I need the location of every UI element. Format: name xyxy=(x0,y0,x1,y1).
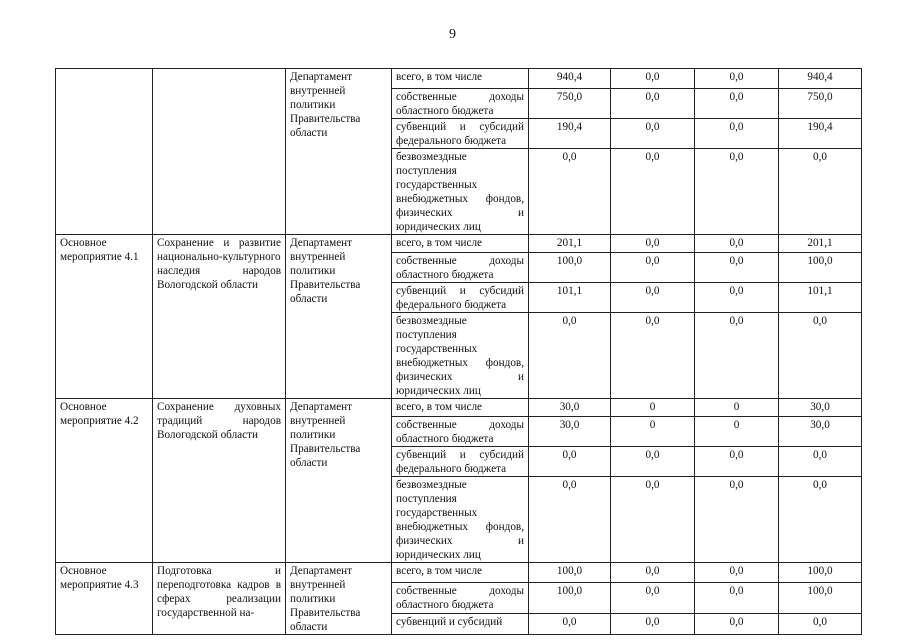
amount-cell: 0,0 xyxy=(611,313,695,399)
amount-cell: 100,0 xyxy=(529,253,611,283)
amount-cell: 0,0 xyxy=(695,313,779,399)
funding-source-cell: субвенций и субсидий федерального бюджета xyxy=(392,119,529,149)
amount-cell: 940,4 xyxy=(529,69,611,89)
amount-cell: 30,0 xyxy=(529,399,611,417)
amount-cell: 0 xyxy=(611,399,695,417)
amount-cell: 0,0 xyxy=(695,614,779,635)
event-name-cell: Подготовка и переподготовка кадров в сферах реализации государственной на- xyxy=(153,563,286,635)
funding-source-cell: безвозмездные поступления государственных внебюджетных фондов, физических и юридических лиц xyxy=(392,313,529,399)
amount-cell: 0,0 xyxy=(611,235,695,253)
amount-cell: 100,0 xyxy=(529,582,611,613)
event-cell xyxy=(56,69,153,235)
executor-cell: Департамент внутренней политики Правительства области xyxy=(286,563,392,635)
funding-source-cell: всего, в том числе xyxy=(392,69,529,89)
amount-cell: 0,0 xyxy=(529,614,611,635)
amount-cell: 0,0 xyxy=(529,477,611,563)
amount-cell: 30,0 xyxy=(779,417,862,447)
amount-cell: 0,0 xyxy=(779,447,862,477)
amount-cell: 0,0 xyxy=(695,149,779,235)
budget-table-body xyxy=(56,69,862,635)
amount-cell: 100,0 xyxy=(779,563,862,583)
executor-cell: Департамент внутренней политики Правительства области xyxy=(286,399,392,563)
amount-cell: 0,0 xyxy=(611,69,695,89)
event-name-cell xyxy=(153,69,286,235)
amount-cell: 0,0 xyxy=(611,283,695,313)
funding-source-cell: собственные доходы областного бюджета xyxy=(392,253,529,283)
event-cell: Основное мероприятие 4.3 xyxy=(56,563,153,635)
amount-cell: 750,0 xyxy=(779,89,862,119)
amount-cell: 0,0 xyxy=(529,447,611,477)
funding-source-cell: всего, в том числе xyxy=(392,235,529,253)
amount-cell: 0,0 xyxy=(779,477,862,563)
page-number: 9 xyxy=(449,27,456,42)
funding-source-cell: собственные доходы областного бюджета xyxy=(392,89,529,119)
event-cell: Основное мероприятие 4.2 xyxy=(56,399,153,563)
amount-cell: 0,0 xyxy=(611,119,695,149)
amount-cell: 0,0 xyxy=(695,119,779,149)
amount-cell: 940,4 xyxy=(779,69,862,89)
amount-cell: 0,0 xyxy=(529,149,611,235)
amount-cell: 0,0 xyxy=(529,313,611,399)
amount-cell: 0 xyxy=(611,417,695,447)
amount-cell: 0,0 xyxy=(695,89,779,119)
amount-cell: 0,0 xyxy=(611,447,695,477)
executor-cell: Департамент внутренней политики Правительства области xyxy=(286,235,392,399)
funding-source-cell: субвенций и субсидий федерального бюджета xyxy=(392,447,529,477)
amount-cell: 30,0 xyxy=(779,399,862,417)
table-row xyxy=(56,69,862,89)
amount-cell: 201,1 xyxy=(779,235,862,253)
amount-cell: 0,0 xyxy=(611,253,695,283)
amount-cell: 0,0 xyxy=(611,614,695,635)
amount-cell: 0 xyxy=(695,417,779,447)
amount-cell: 101,1 xyxy=(779,283,862,313)
amount-cell: 0,0 xyxy=(611,582,695,613)
amount-cell: 0,0 xyxy=(695,563,779,583)
amount-cell: 100,0 xyxy=(529,563,611,583)
amount-cell: 100,0 xyxy=(779,582,862,613)
amount-cell: 0,0 xyxy=(695,582,779,613)
executor-cell: Департамент внутренней политики Правительства области xyxy=(286,69,392,235)
amount-cell: 101,1 xyxy=(529,283,611,313)
funding-source-cell: всего, в том числе xyxy=(392,563,529,583)
table-row xyxy=(56,399,862,417)
table-row xyxy=(56,235,862,253)
amount-cell: 0,0 xyxy=(695,253,779,283)
amount-cell: 0,0 xyxy=(779,313,862,399)
budget-table xyxy=(55,68,862,635)
amount-cell: 0,0 xyxy=(695,447,779,477)
amount-cell: 0,0 xyxy=(611,89,695,119)
funding-source-cell: собственные доходы областного бюджета xyxy=(392,582,529,613)
event-name-cell: Сохранение духовных традиций народов Вологодской области xyxy=(153,399,286,563)
table-row xyxy=(56,563,862,583)
amount-cell: 0,0 xyxy=(695,69,779,89)
funding-source-cell: всего, в том числе xyxy=(392,399,529,417)
amount-cell: 0,0 xyxy=(611,149,695,235)
amount-cell: 0,0 xyxy=(695,235,779,253)
amount-cell: 750,0 xyxy=(529,89,611,119)
funding-source-cell: безвозмездные поступления государственных внебюджетных фондов, физических и юридических лиц xyxy=(392,477,529,563)
amount-cell: 190,4 xyxy=(779,119,862,149)
amount-cell: 0,0 xyxy=(611,563,695,583)
amount-cell: 0,0 xyxy=(611,477,695,563)
amount-cell: 0,0 xyxy=(779,614,862,635)
amount-cell: 190,4 xyxy=(529,119,611,149)
funding-source-cell: субвенций и субсидий xyxy=(392,614,529,635)
amount-cell: 30,0 xyxy=(529,417,611,447)
amount-cell: 0,0 xyxy=(695,283,779,313)
amount-cell: 201,1 xyxy=(529,235,611,253)
amount-cell: 0,0 xyxy=(779,149,862,235)
amount-cell: 100,0 xyxy=(779,253,862,283)
funding-source-cell: субвенций и субсидий федерального бюджета xyxy=(392,283,529,313)
funding-source-cell: безвозмездные поступления государственных внебюджетных фондов, физических и юридических лиц xyxy=(392,149,529,235)
funding-source-cell: собственные доходы областного бюджета xyxy=(392,417,529,447)
amount-cell: 0,0 xyxy=(695,477,779,563)
amount-cell: 0 xyxy=(695,399,779,417)
event-name-cell: Сохранение и развитие национально-культурного наследия народов Вологодской области xyxy=(153,235,286,399)
event-cell: Основное мероприятие 4.1 xyxy=(56,235,153,399)
